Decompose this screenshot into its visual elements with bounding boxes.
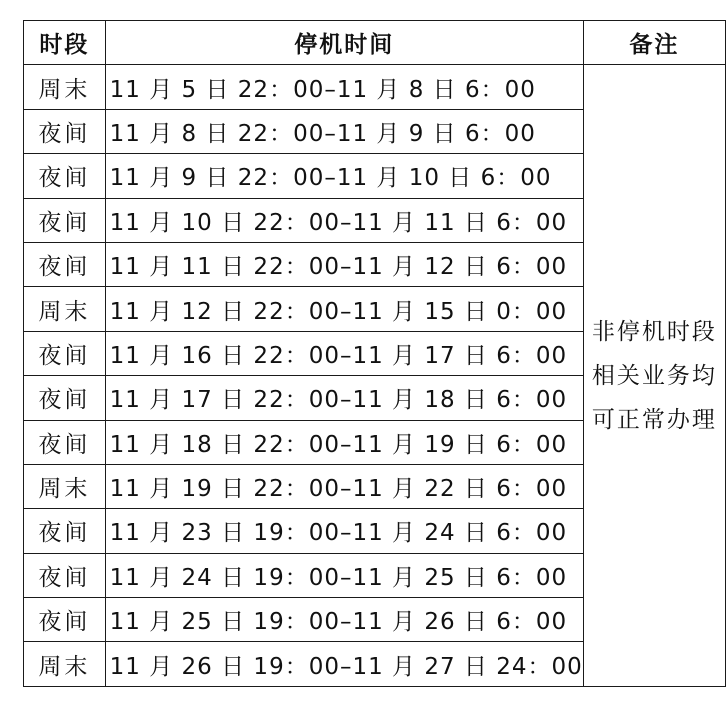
downtime-cell: 11 月 18 日 22：00–11 月 19 日 6：00 [105,420,583,464]
downtime-cell: 11 月 17 日 22：00–11 月 18 日 6：00 [105,376,583,420]
downtime-cell: 11 月 5 日 22：00–11 月 8 日 6：00 [105,65,583,109]
period-cell: 周末 [24,287,106,331]
period-cell: 夜间 [24,420,106,464]
downtime-cell: 11 月 23 日 19：00–11 月 24 日 6：00 [105,509,583,553]
downtime-schedule-table [23,20,726,687]
downtime-cell: 11 月 10 日 22：00–11 月 11 日 6：00 [105,198,583,242]
period-cell: 夜间 [24,509,106,553]
downtime-cell: 11 月 24 日 19：00–11 月 25 日 6：00 [105,553,583,597]
period-cell: 夜间 [24,242,106,286]
period-cell: 周末 [24,65,106,109]
period-cell: 夜间 [24,553,106,597]
schedule-table-container [23,20,726,687]
downtime-cell: 11 月 8 日 22：00–11 月 9 日 6：00 [105,109,583,153]
period-cell: 夜间 [24,331,106,375]
period-cell: 夜间 [24,154,106,198]
period-cell: 夜间 [24,598,106,642]
header-period: 时段 [24,21,106,65]
downtime-cell: 11 月 12 日 22：00–11 月 15 日 0：00 [105,287,583,331]
downtime-cell: 11 月 11 日 22：00–11 月 12 日 6：00 [105,242,583,286]
note-line: 非停机时段 [591,318,717,345]
downtime-cell: 11 月 16 日 22：00–11 月 17 日 6：00 [105,331,583,375]
note-line: 相关业务均 [591,362,717,389]
header-downtime: 停机时间 [105,21,583,65]
downtime-cell: 11 月 9 日 22：00–11 月 10 日 6：00 [105,154,583,198]
table-row [24,65,726,109]
period-cell: 夜间 [24,198,106,242]
downtime-cell: 11 月 26 日 19：00–11 月 27 日 24：00 [105,642,583,686]
period-cell: 夜间 [24,376,106,420]
note-line: 可正常办理 [591,406,717,433]
period-cell: 夜间 [24,109,106,153]
downtime-cell: 11 月 25 日 19：00–11 月 26 日 6：00 [105,598,583,642]
header-note: 备注 [583,21,725,65]
period-cell: 周末 [24,642,106,686]
note-cell [583,65,725,686]
downtime-cell: 11 月 19 日 22：00–11 月 22 日 6：00 [105,464,583,508]
table-header-row [24,21,726,65]
period-cell: 周末 [24,464,106,508]
